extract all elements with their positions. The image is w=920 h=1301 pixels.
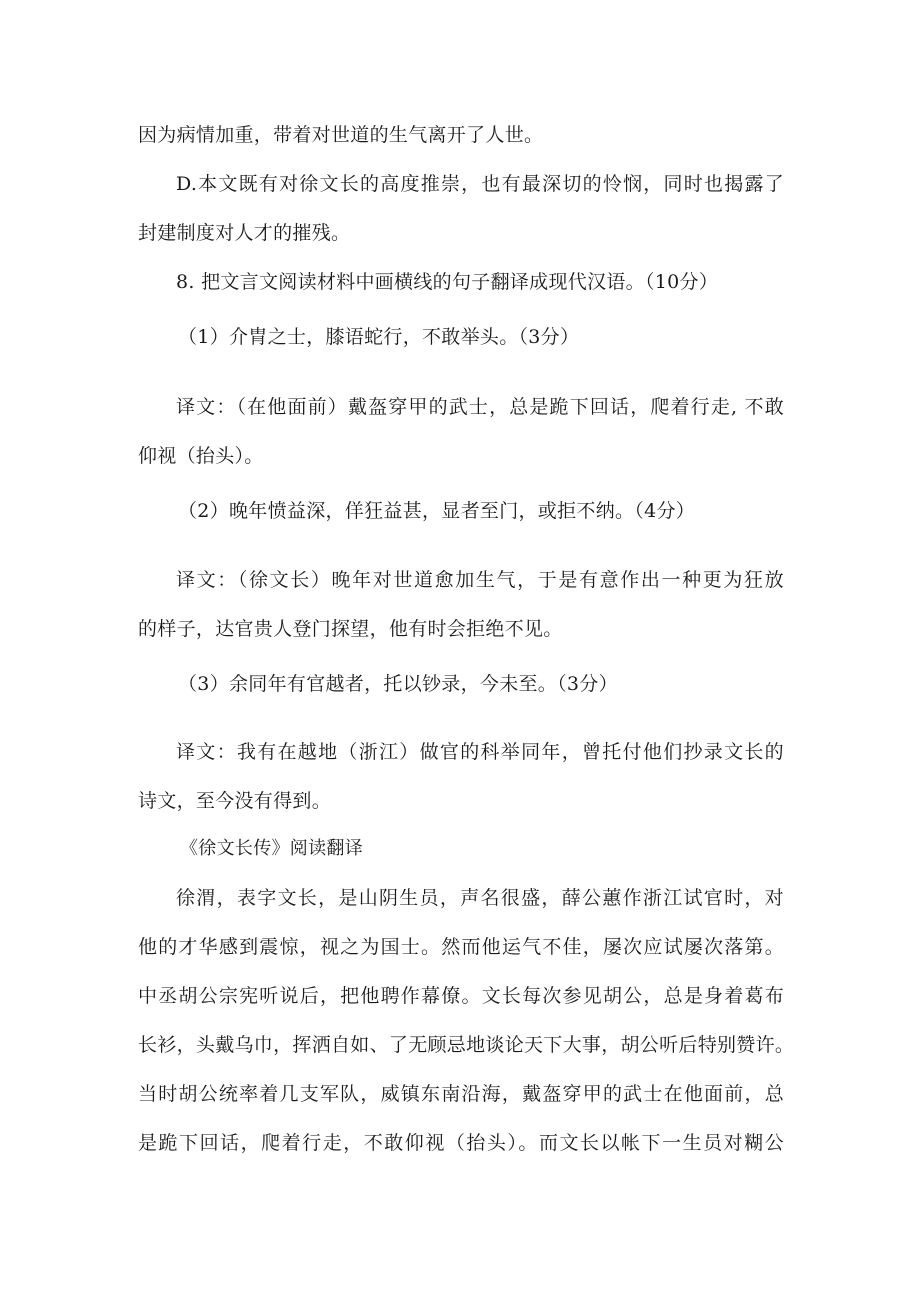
sub-question-2: （2）晚年愤益深，佯狂益甚，显者至门，或拒不纳。（4分）: [178, 500, 696, 522]
paragraph-line: 中丞胡公宗宪听说后，把他聘作幕僚。文长每次参见胡公，总是身着葛布: [138, 985, 784, 1007]
section-title: 《徐文长传》阅读翻译: [180, 838, 363, 859]
paragraph-line: 当时胡公统率着几支军队，威镇东南沿海，戴盔穿甲的武士在他面前，总: [138, 1083, 784, 1105]
sub-question-3: （3）余同年有官越者，托以钞录，今未至。（3分）: [178, 673, 618, 695]
option-d-line: D.本文既有对徐文长的高度推崇，也有最深切的怜悯，同时也揭露了: [176, 173, 784, 195]
text-line: 的样子，达官贵人登门探望，他有时会拒绝不见。: [138, 618, 563, 640]
text-line: 因为病情加重，带着对世道的生气离开了人世。: [138, 124, 544, 146]
translation-2-line: 译文：（徐文长）晚年对世道愈加生气，于是有意作出一种更为狂放: [176, 569, 784, 591]
text-line: 仰视（抬头）。: [138, 445, 264, 467]
paragraph-line: 徐渭，表字文长，是山阴生员，声名很盛，薛公蕙作浙江试官时，对: [176, 887, 784, 909]
paragraph-line: 他的才华感到震惊，视之为国士。然而他运气不佳，屡次应试屡次落第。: [138, 936, 784, 958]
sub-question-1: （1）介胄之士，膝语蛇行，不敢举头。（3分）: [178, 326, 580, 348]
paragraph-line: 长衫，头戴乌巾，挥洒自如、了无顾忌地谈论天下大事，胡公听后特别赞许。: [138, 1034, 795, 1056]
question-8-heading: 8. 把文言文阅读材料中画横线的句子翻译成现代汉语。（10分）: [176, 271, 719, 293]
text-line: 封建制度对人才的摧残。: [138, 222, 351, 244]
translation-3-line: 译文：我有在越地（浙江）做官的科举同年，曾托付他们抄录文长的: [176, 741, 784, 763]
text-line: 诗文，至今没有得到。: [138, 790, 332, 812]
translation-1-line: 译文：（在他面前）戴盔穿甲的武士，总是跪下回话，爬着行走, 不敢: [176, 396, 784, 418]
paragraph-line: 是跪下回话，爬着行走，不敢仰视（抬头）。而文长以帐下一生员对糊公: [138, 1132, 784, 1154]
